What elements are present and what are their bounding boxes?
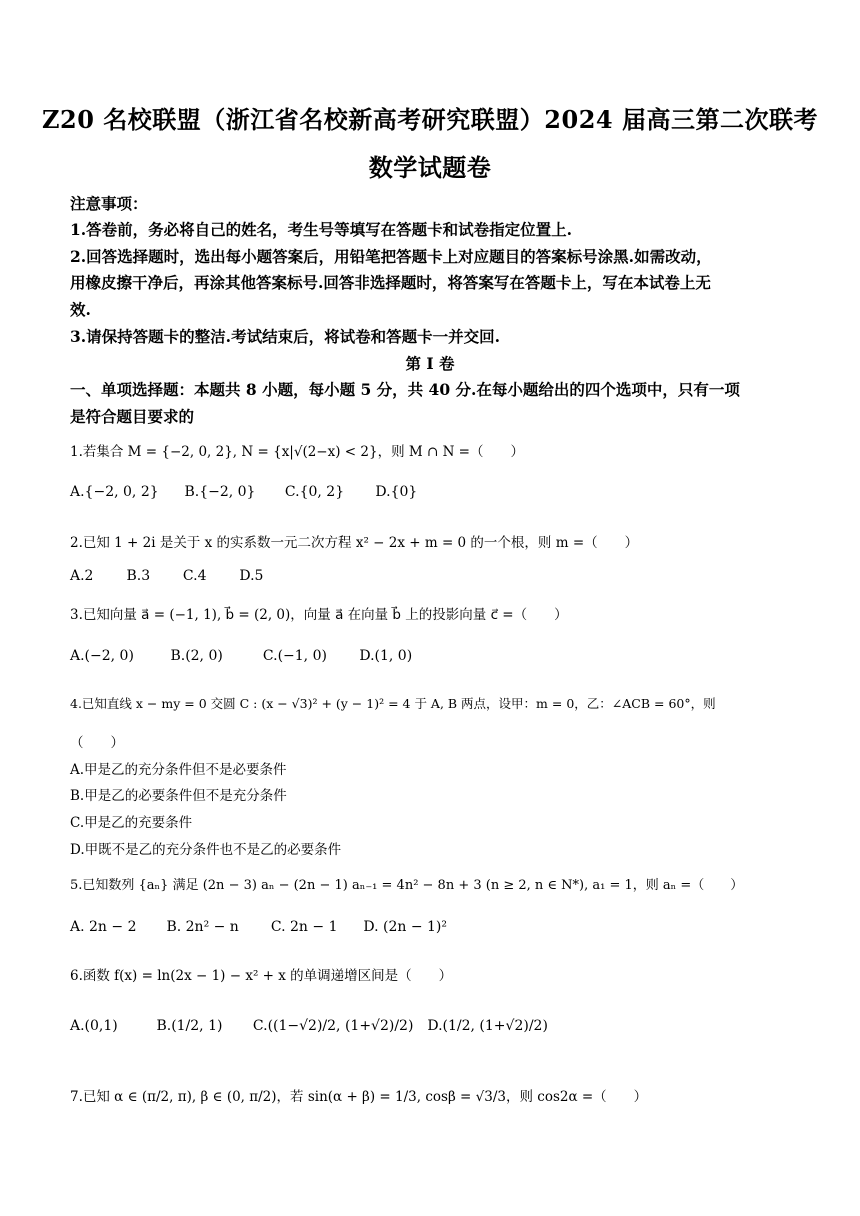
option-c: C.((1−√2)/2, (1+√2)/2)	[252, 1018, 414, 1034]
option-b: B.(2, 0)	[170, 648, 223, 664]
option-d: D.5	[239, 568, 264, 584]
note-item: 效.	[70, 300, 91, 319]
exam-title: Z20 名校联盟（浙江省名校新高考研究联盟）2024 届高三第二次联考	[42, 105, 818, 134]
option-c: C.{0, 2}	[284, 484, 345, 500]
question-1-options	[70, 484, 800, 500]
question-2-stem: 2.已知 1 + 2i 是关于 x 的实系数一元二次方程 x² − 2x + m = 0 的一个根，则 m =（ ）	[70, 535, 639, 551]
option-b: B.(1/2, 1)	[156, 1018, 223, 1034]
option-d: D.甲既不是乙的充分条件也不是乙的必要条件	[70, 842, 342, 858]
exam-subtitle: 数学试题卷	[368, 153, 492, 182]
option-b: B.{−2, 0}	[184, 484, 256, 500]
note-item: 3.请保持答题卡的整洁.考试结束后，将试卷和答题卡一并交回.	[70, 327, 500, 346]
note-item: 用橡皮擦干净后，再涂其他答案标号.回答非选择题时，将答案写在答题卡上，写在本试卷上无	[70, 273, 711, 292]
question-4-stem-cont: （ ）	[70, 735, 124, 751]
question-5-options	[70, 919, 800, 935]
question-6-stem: 6.函数 f(x) = ln(2x − 1) − x² + x 的单调递增区间是（ ）	[70, 968, 453, 984]
option-a: A.{−2, 0, 2}	[70, 484, 159, 500]
option-c: C. 2n − 1	[270, 919, 338, 935]
option-d: D. (2n − 1)²	[363, 919, 447, 935]
option-b: B.甲是乙的必要条件但不是充分条件	[70, 788, 287, 804]
option-a: A.甲是乙的充分条件但不是必要条件	[70, 762, 287, 778]
option-a: A.(0,1)	[70, 1018, 118, 1034]
question-2-options	[70, 568, 800, 584]
notes-heading: 注意事项：	[70, 194, 148, 213]
question-4-stem: 4.已知直线 x − my = 0 交圆 C : (x − √3)² + (y − 1)² = 4 于 A, B 两点，设甲：m = 0，乙：∠ACB = 60°，则	[70, 696, 716, 711]
question-7-stem: 7.已知 α ∈ (π/2, π), β ∈ (0, π/2)，若 sin(α + β) = 1/3, cosβ = √3/3，则 cos2α =（ ）	[70, 1089, 648, 1105]
question-6-options	[70, 1018, 800, 1034]
option-a: A.(−2, 0)	[70, 648, 134, 664]
option-d: D.{0}	[375, 484, 418, 500]
option-a: A. 2n − 2	[70, 919, 137, 935]
option-b: B. 2n² − n	[166, 919, 239, 935]
question-5-stem: 5.已知数列 {aₙ} 满足 (2n − 3) aₙ − (2n − 1) aₙ₋₁ = 4n² − 8n + 3 (n ≥ 2, n ∈ N*), a₁ = 1，则 aₙ =（ ）	[70, 878, 744, 893]
option-d: D.(1, 0)	[359, 648, 413, 664]
option-c: C.(−1, 0)	[262, 648, 327, 664]
part-heading: 第 I 卷	[405, 354, 455, 373]
option-a: A.2	[70, 568, 94, 584]
option-c: C.甲是乙的充要条件	[70, 815, 193, 831]
section-heading: 一、单项选择题：本题共 8 小题，每小题 5 分，共 40 分.在每小题给出的四个选项中，只有一项	[70, 380, 740, 399]
note-item: 2.回答选择题时，选出每小题答案后，用铅笔把答题卡上对应题目的答案标号涂黑.如需改动，	[70, 247, 712, 266]
option-b: B.3	[126, 568, 151, 584]
option-c: C.4	[182, 568, 207, 584]
question-1-stem: 1.若集合 M = {−2, 0, 2}, N = {x|√(2−x) < 2}，则 M ∩ N =（ ）	[70, 444, 524, 460]
option-d: D.(1/2, (1+√2)/2)	[427, 1018, 548, 1034]
question-3-stem: 3.已知向量 a⃗ = (−1, 1), b⃗ = (2, 0)，向量 a⃗ 在向量 b⃗ 上的投影向量 c⃗ =（ ）	[70, 607, 568, 623]
section-heading-cont: 是符合题目要求的	[70, 407, 195, 426]
note-item: 1.答卷前，务必将自己的姓名，考生号等填写在答题卡和试卷指定位置上.	[70, 220, 573, 239]
question-3-options	[70, 648, 800, 664]
